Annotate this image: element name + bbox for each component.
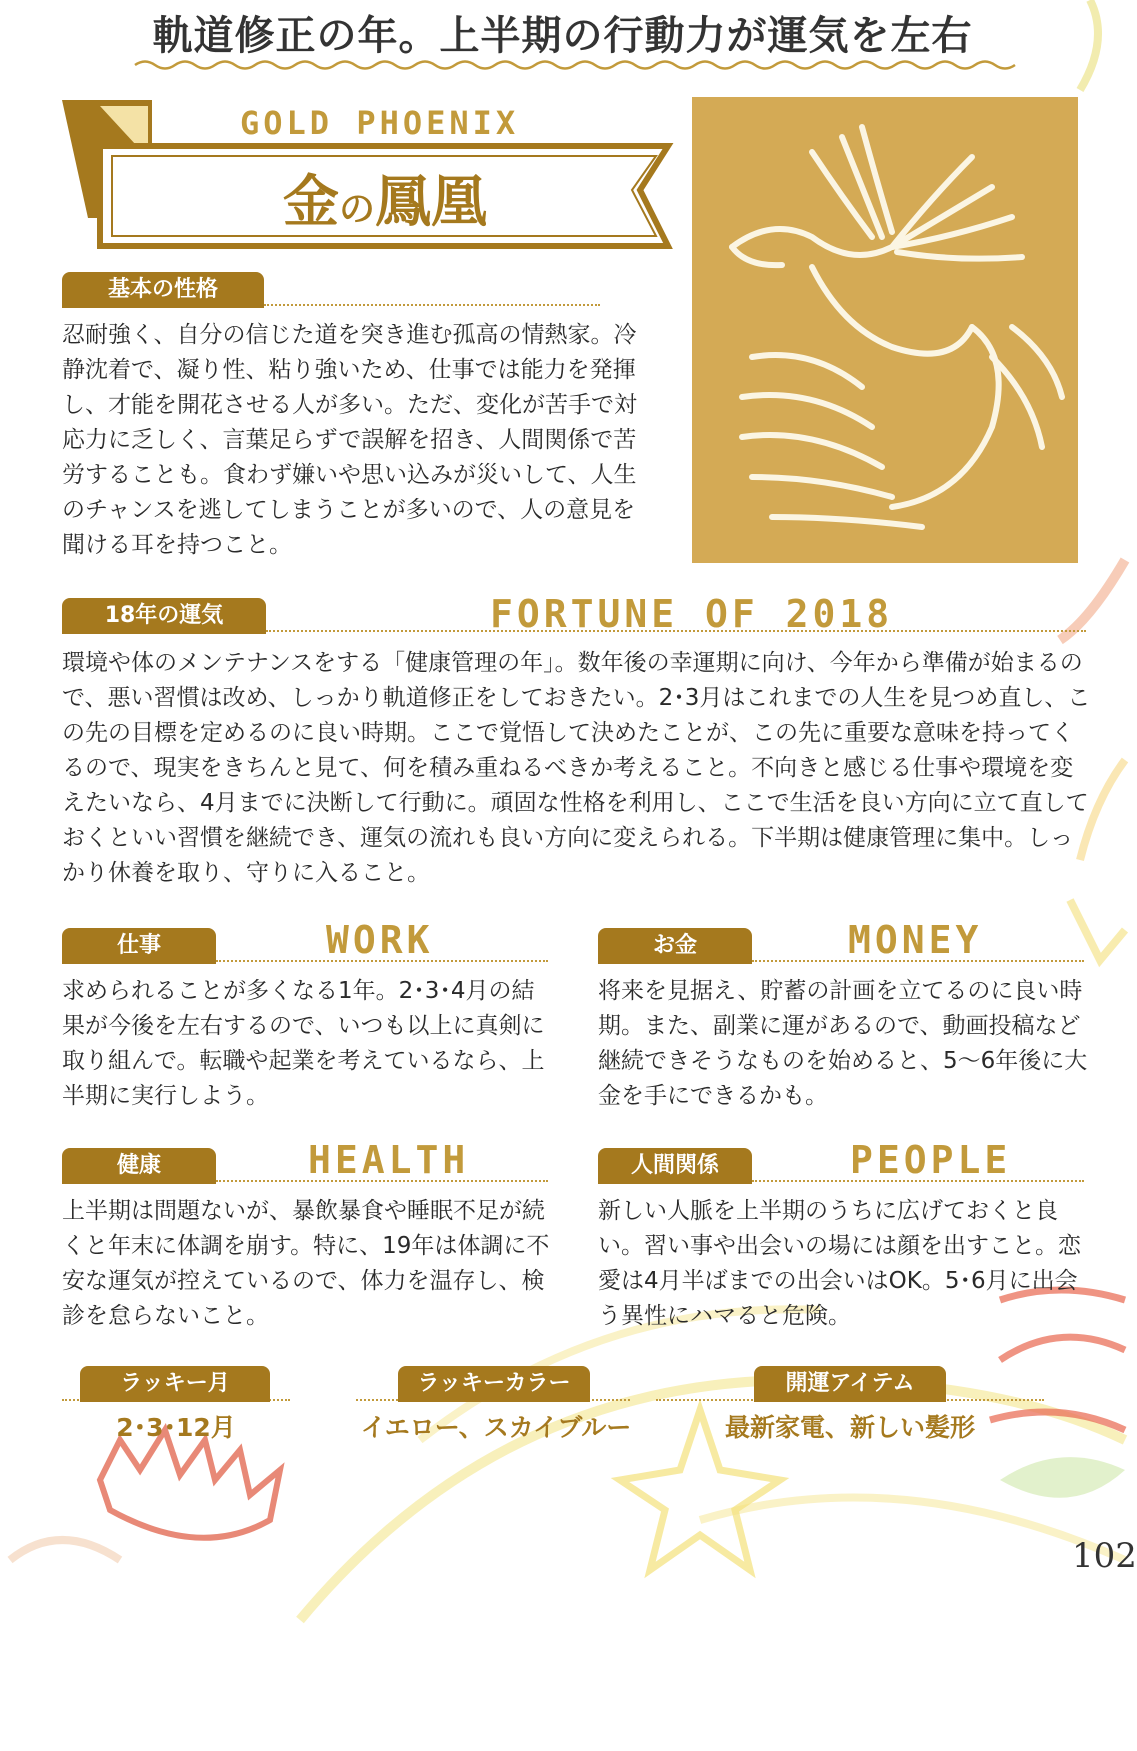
work-text: 求められることが多くなる1年。2･3･4月の結果が今後を左右するので、いつも以上に真剣に取り組んで。転職や起業を考えているなら、上半期に実行しよう。 [62, 978, 545, 1109]
money-text: 将来を見据え、貯蓄の計画を立てるのに良い時期。また、副業に運があるので、動画投稿など継続できそうなものを始めると、5〜6年後に大金を手にできるかも。 [598, 978, 1088, 1109]
health-label: 健康 [62, 1148, 216, 1184]
lucky-month-label: ラッキー月 [80, 1366, 270, 1402]
page-number: 102 [1072, 1536, 1137, 1576]
fortune-text: 環境や体のメンテナンスをする「健康管理の年」。数年後の幸運期に向け、今年から準備が始まるので、悪い習慣は改め、しっかり軌道修正をしておきたい。2･3月はこれまでの人生を見つめ直し、この先の目標を定めるのに良い時期。ここで覚悟して決めたことが、この先に重要な意味を持ってくるので、現実をきちんと見て、何を積み重ねるべきか考えること。不向きと感じる仕事や環境を変えたいなら、4月までに決断して行動に。頑固な性格を利用し、ここで生活を良い方向に立て直しておくといい習慣を継続でき、運気の流れも良い方向に変えられる。下半期は健康管理に集中。しっかり休養を取り、守りに入ること。 [62, 650, 1091, 886]
sign-title [240, 158, 530, 238]
lucky-color-value: イエロー、スカイブルー [360, 1413, 632, 1442]
fortune-english-title: FORTUNE OF 2018 [490, 592, 894, 636]
people-english-title: PEOPLE [850, 1138, 1012, 1182]
lucky-item-label: 開運アイテム [754, 1366, 946, 1402]
sign-english-name: GOLD PHOENIX [240, 104, 520, 142]
sign-title-particle: の [338, 189, 375, 230]
money-english-title: MONEY [848, 918, 983, 962]
people-text: 新しい人脈を上半期のうちに広げておくと良い。習い事や出会いの場には顔を出すこと。恋愛は4月半ばまでの出会いはOK。5･6月に出会う異性にハマると危険。 [598, 1198, 1081, 1329]
lucky-month-value: 2･3･12月 [116, 1413, 236, 1442]
work-label: 仕事 [62, 928, 216, 964]
lucky-color-label: ラッキーカラー [398, 1366, 590, 1402]
money-label: お金 [598, 928, 752, 964]
health-english-title: HEALTH [308, 1138, 470, 1182]
basic-personality-divider [264, 304, 600, 306]
people-label: 人間関係 [598, 1148, 752, 1184]
work-english-title: WORK [326, 918, 434, 962]
basic-personality-text: 忍耐強く、自分の信じた道を突き進む孤高の情熱家。冷静沈着で、凝り性、粘り強いため、仕事では能力を発揮し、才能を開花させる人が多い。ただ、変化が苦手で対応力に乏しく、言葉足らずで誤解を招き、人間関係で苦労することも。食わず嫌いや思い込みが災いして、人生のチャンスを逃してしまうことが多いので、人の意見を聞ける耳を持つこと。 [62, 322, 637, 558]
health-text: 上半期は問題ないが、暴飲暴食や睡眠不足が続くと年末に体調を崩す。特に、19年は体調に不安な運気が控えているので、体力を温存し、検診を怠らないこと。 [62, 1198, 550, 1329]
phoenix-illustration [692, 97, 1078, 563]
phoenix-icon [692, 97, 1078, 563]
sign-title-tail: 鳳凰 [375, 170, 487, 235]
sign-title-main: 金 [282, 170, 339, 235]
lucky-item-value: 最新家電、新しい髪形 [724, 1413, 975, 1442]
fortune-label: 18年の運気 [62, 598, 266, 634]
headline-wave-underline [135, 58, 1015, 72]
basic-personality-label: 基本の性格 [62, 272, 264, 308]
page-headline: 軌道修正の年。上半期の行動力が運気を左右 [152, 13, 973, 59]
